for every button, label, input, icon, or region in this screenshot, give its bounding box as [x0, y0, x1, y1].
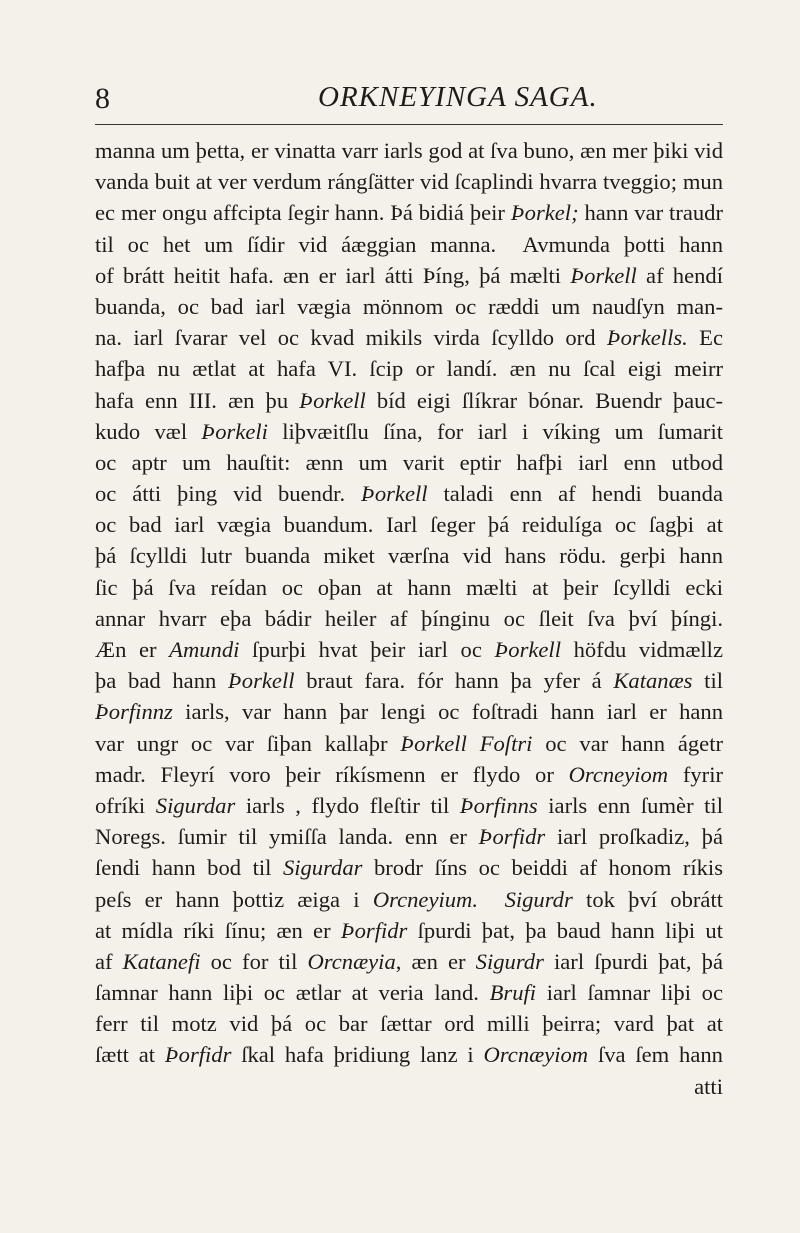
text-segment: þa bad hann [95, 668, 228, 694]
text-line [95, 884, 723, 915]
text-segment: Æn er [95, 637, 170, 662]
text-segment: buanda, oc bad iarl vægia mönnom oc ræddi um naudſyn man- [95, 293, 723, 319]
italic-name: Þorfidr [164, 1042, 232, 1068]
text-segment: til oc het um ſídir vid áæggian manna. Avmunda þotti hann [95, 231, 723, 257]
text-line [95, 478, 723, 509]
text-segment: kudo væl [95, 418, 202, 444]
header-rule [95, 124, 723, 125]
text-segment: hann var traudr [578, 200, 723, 226]
text-segment: ſpurdi þat, þa baud hann liþi ut [407, 917, 723, 943]
text-line [95, 135, 723, 166]
text-segment: ofríki [95, 792, 156, 818]
italic-name: Þorfidr [340, 917, 408, 943]
italic-name: Þorkell [494, 637, 561, 662]
text-line [95, 540, 723, 571]
italic-name: Orcneyiom [568, 761, 669, 787]
text-line [95, 447, 723, 478]
italic-name: Orcnæyiom [483, 1042, 589, 1068]
text-line [95, 416, 723, 447]
italic-name: Þorfidr [478, 824, 546, 850]
italic-name: Þorkell [299, 387, 366, 413]
text-segment: oc var hann ágetr [532, 730, 723, 756]
text-segment: iarl ſamnar liþi oc [536, 980, 723, 1006]
text-line [95, 260, 723, 291]
italic-name: Sigurdr [504, 886, 573, 912]
text-segment: at mídla ríki ſínu; æn er [95, 917, 341, 943]
text-segment: vanda buit at ver verdum rángſätter vid ſcaplindi hvarra tveggio; mun [95, 169, 723, 195]
text-segment: ſic þá ſva reídan oc oþan at hann mælti at þeir ſcylldi ecki [95, 574, 723, 600]
text-segment: iarls, var hann þar lengi oc foſtradi hann iarl er hann [172, 699, 723, 725]
text-line [95, 946, 723, 977]
italic-name: Sigurdar [282, 855, 363, 881]
text-segment: ſætt at [95, 1042, 165, 1068]
text-line [95, 915, 723, 946]
page-number: 8 [95, 82, 110, 115]
italic-name: Sigurdar [155, 792, 236, 818]
text-line [95, 509, 723, 540]
text-segment: peſs er hann þottiz æiga i [95, 886, 373, 912]
text-segment: brodr ſíns oc beiddi af honom ríkis [362, 855, 723, 881]
text-line [95, 229, 723, 260]
text-line [95, 665, 723, 696]
text-segment: tok því obrátt [572, 886, 723, 912]
text-segment: hafþa nu ætlat at hafa VI. ſcip or landí. æn nu ſcal eigi meirr [95, 356, 723, 382]
italic-name: Sigurdr [475, 948, 544, 974]
italic-name: Þorkeli [201, 418, 268, 444]
italic-name: Þorkell Foſtri [400, 730, 533, 756]
text-segment: annar hvarr eþa bádir heiler af þínginu oc ſleit ſva því þíngi. [95, 605, 723, 631]
text-segment: , æn er [395, 948, 476, 974]
text-line [95, 291, 723, 322]
text-segment: ec mer ongu affcipta ſegir hann. Þá bidiá þeir [95, 200, 511, 226]
italic-name: Orcnæyia [307, 948, 396, 974]
text-line [95, 790, 723, 821]
text-segment: iarls enn ſumèr til [537, 792, 723, 818]
text-segment: af [95, 948, 123, 974]
text-segment: Noregs. ſumir til ymiſſa landa. enn er [95, 824, 479, 850]
text-segment: ſamnar hann liþi oc ætlar at veria land. [95, 980, 490, 1006]
text-line [95, 852, 723, 883]
text-line [95, 696, 723, 727]
italic-name: Þorkell [228, 668, 295, 694]
italic-name: Þorkel; [510, 200, 579, 226]
text-segment: oc for til [200, 948, 308, 974]
text-line [95, 353, 723, 384]
text-segment: iarl proſkadiz, þá [545, 824, 723, 850]
italic-name: Amundi [169, 637, 240, 662]
text-segment: ſpurþi hvat þeir iarl oc [239, 637, 495, 662]
text-line [95, 322, 723, 353]
text-line [95, 603, 723, 634]
text-segment [478, 887, 505, 912]
text-line [95, 197, 723, 228]
text-line [95, 166, 723, 197]
text-segment: þá ſcylldi lutr buanda miket værſna vid hans rödu. gerþi hann [95, 543, 723, 569]
italic-name: Þorkell [570, 262, 637, 288]
text-segment: var ungr oc var ſiþan kallaþr [95, 730, 401, 756]
text-segment: na. iarl ſvarar vel oc kvad mikils virda ſcylldo ord [95, 325, 607, 351]
text-line [95, 759, 723, 790]
italic-name: Katanefi [122, 948, 201, 974]
text-segment: fyrir [668, 761, 723, 787]
italic-name: Þorkells. [606, 325, 688, 351]
italic-name: Katanæs [613, 668, 693, 694]
text-segment: ſendi hann bod til [95, 855, 283, 881]
italic-name: Þorkell [361, 481, 428, 507]
text-segment: oc bad iarl vægia buandum. Iarl ſeger þá reidulíga oc ſagþi at [95, 512, 723, 538]
text-segment: taladi enn af hendi buanda [427, 481, 723, 507]
text-segment: atti [694, 1073, 723, 1099]
text-segment: af hendí [636, 262, 723, 288]
text-segment: bíd eigi ſlíkrar bónar. Buendr þauc- [365, 387, 723, 413]
text-segment: ſkal hafa þridiung lanz i [231, 1042, 484, 1068]
text-line [95, 572, 723, 603]
body-text [95, 135, 723, 1102]
text-segment: ſva ſem hann [588, 1042, 723, 1068]
text-segment: höfdu vidmællz [560, 637, 723, 662]
running-title: ORKNEYINGA SAGA. [318, 81, 598, 113]
text-segment: oc aptr um hauſtit: ænn um varit eptir hafþi iarl enn utbod [95, 449, 723, 475]
text-line [95, 1071, 723, 1102]
text-segment: madr. Fleyrí voro þeir ríkísmenn er flydo or [95, 761, 569, 787]
text-segment: ferr til motz vid þá oc bar ſættar ord milli þeirra; vard þat at [95, 1011, 723, 1037]
text-segment: liþvæitſlu ſína, for iarl i víking um ſumarit [267, 418, 723, 444]
text-segment: oc átti þing vid buendr. [95, 481, 362, 507]
text-line [95, 1039, 723, 1070]
text-segment: til [692, 668, 723, 694]
text-segment: iarl ſpurdi þat, þá [543, 948, 723, 974]
text-line [95, 977, 723, 1008]
text-line [95, 728, 723, 759]
text-segment: manna um þetta, er vinatta varr iarls god at ſva buno, æn mer þiki vid [95, 138, 723, 163]
italic-name: Þorfinns [459, 792, 538, 818]
text-line [95, 821, 723, 852]
text-segment: of brátt heitit hafa. æn er iarl átti Þíng, þá mælti [95, 262, 571, 288]
text-line [95, 1008, 723, 1039]
text-line [95, 385, 723, 416]
text-line [95, 634, 723, 665]
text-segment: Ec [687, 325, 723, 351]
text-segment: hafa enn III. æn þu [95, 387, 300, 413]
text-segment: iarls , flydo fleſtir til [235, 792, 460, 818]
italic-name: Þorfinnz [95, 699, 173, 725]
text-segment: braut fara. fór hann þa yfer á [294, 668, 614, 694]
italic-name: Orcneyium. [372, 886, 479, 912]
italic-name: Brufi [489, 980, 537, 1006]
